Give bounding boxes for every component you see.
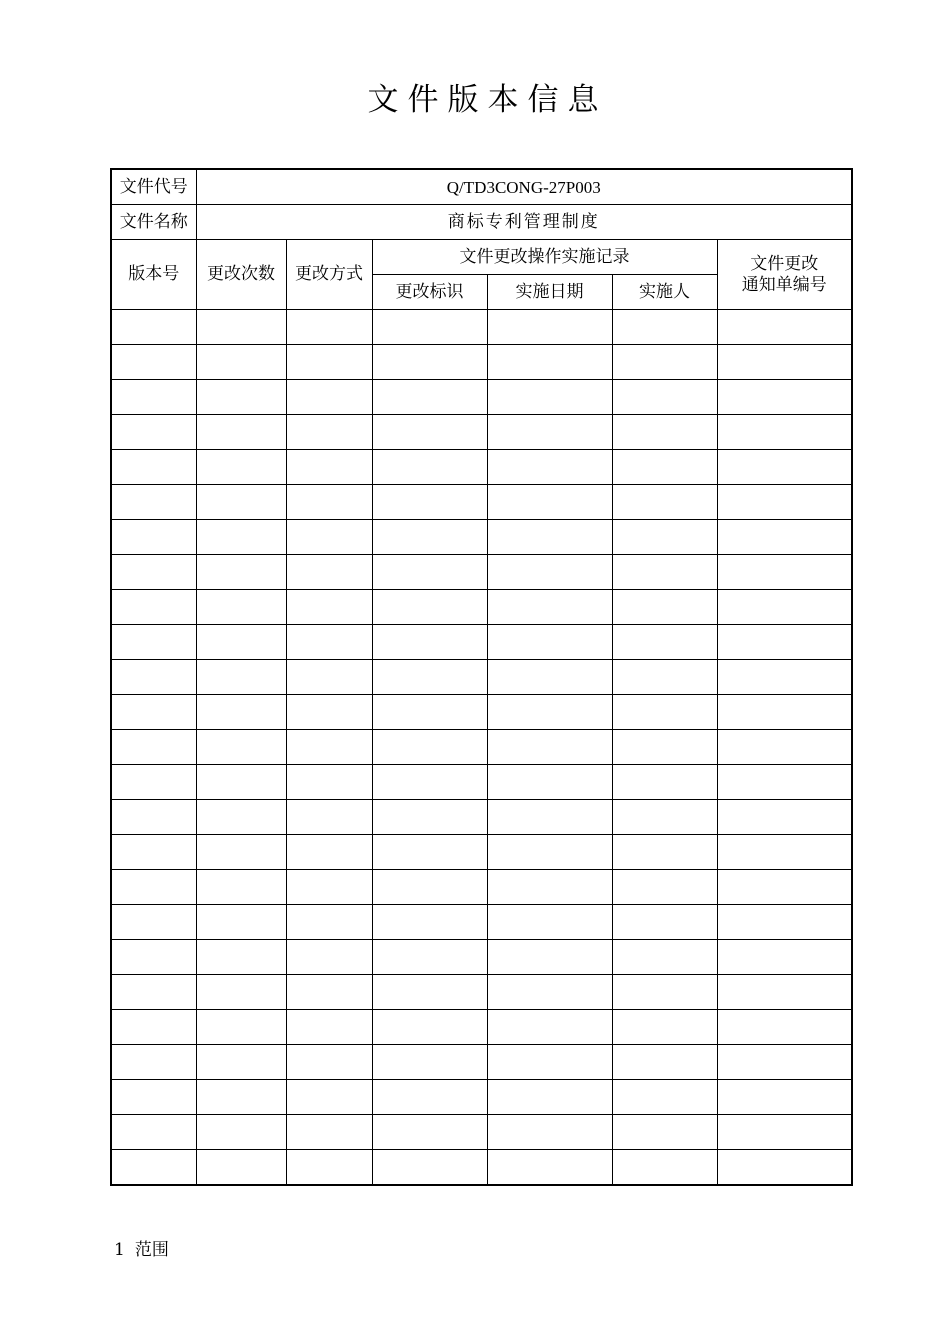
table-cell[interactable]: [111, 835, 196, 870]
table-cell[interactable]: [717, 485, 852, 520]
table-cell[interactable]: [286, 870, 372, 905]
header-change-count: 更改次数: [196, 240, 286, 310]
table-cell[interactable]: [717, 1010, 852, 1045]
table-cell[interactable]: [487, 520, 612, 555]
table-cell[interactable]: [487, 1150, 612, 1186]
table-cell[interactable]: [196, 590, 286, 625]
table-cell[interactable]: [111, 485, 196, 520]
table-cell[interactable]: [372, 415, 487, 450]
table-cell[interactable]: [717, 1045, 852, 1080]
table-cell[interactable]: [111, 1080, 196, 1115]
table-cell[interactable]: [487, 450, 612, 485]
table-cell[interactable]: [372, 520, 487, 555]
table-cell[interactable]: [717, 1150, 852, 1186]
table-cell[interactable]: [717, 940, 852, 975]
section-title: 范围: [134, 1240, 169, 1260]
table-cell[interactable]: [487, 625, 612, 660]
table-cell[interactable]: [487, 905, 612, 940]
table-cell[interactable]: [286, 415, 372, 450]
version-info-table: [110, 168, 853, 1186]
doc-code-row: [111, 169, 852, 205]
table-cell[interactable]: [286, 660, 372, 695]
table-cell[interactable]: [612, 1150, 717, 1186]
table-cell[interactable]: [372, 380, 487, 415]
table-cell[interactable]: [612, 520, 717, 555]
table-cell[interactable]: [487, 1010, 612, 1045]
table-cell[interactable]: [612, 695, 717, 730]
table-cell[interactable]: [196, 1080, 286, 1115]
table-cell[interactable]: [372, 450, 487, 485]
table-cell[interactable]: [111, 1010, 196, 1045]
table-cell[interactable]: [717, 1115, 852, 1150]
table-cell[interactable]: [372, 870, 487, 905]
table-cell[interactable]: [196, 310, 286, 345]
table-cell[interactable]: [286, 1010, 372, 1045]
table-cell[interactable]: [111, 625, 196, 660]
table-cell[interactable]: [372, 590, 487, 625]
table-cell[interactable]: [286, 310, 372, 345]
table-cell[interactable]: [196, 450, 286, 485]
table-cell[interactable]: [196, 1150, 286, 1186]
table-cell[interactable]: [487, 940, 612, 975]
table-row: [111, 835, 852, 870]
table-row: [111, 1080, 852, 1115]
table-cell[interactable]: [111, 345, 196, 380]
table-cell[interactable]: [487, 1115, 612, 1150]
table-cell[interactable]: [717, 310, 852, 345]
table-cell[interactable]: [111, 940, 196, 975]
table-cell[interactable]: [717, 380, 852, 415]
table-cell[interactable]: [612, 765, 717, 800]
table-cell[interactable]: [196, 660, 286, 695]
table-cell[interactable]: [111, 905, 196, 940]
table-cell[interactable]: [372, 940, 487, 975]
table-cell[interactable]: [111, 800, 196, 835]
table-cell[interactable]: [111, 730, 196, 765]
table-cell[interactable]: [487, 730, 612, 765]
doc-code-value: Q/TD3CONG-27P003: [196, 169, 852, 205]
table-cell[interactable]: [372, 800, 487, 835]
table-cell[interactable]: [196, 415, 286, 450]
table-cell[interactable]: [196, 1010, 286, 1045]
table-row: [111, 905, 852, 940]
table-cell[interactable]: [612, 730, 717, 765]
table-row: [111, 345, 852, 380]
table-cell[interactable]: [372, 905, 487, 940]
table-cell[interactable]: [286, 765, 372, 800]
table-cell[interactable]: [612, 485, 717, 520]
table-cell[interactable]: [372, 765, 487, 800]
table-cell[interactable]: [612, 800, 717, 835]
table-cell[interactable]: [286, 1115, 372, 1150]
table-row: [111, 940, 852, 975]
table-cell[interactable]: [717, 1080, 852, 1115]
table-cell[interactable]: [487, 975, 612, 1010]
table-cell[interactable]: [196, 485, 286, 520]
table-cell[interactable]: [286, 975, 372, 1010]
table-cell[interactable]: [286, 1045, 372, 1080]
table-cell[interactable]: [487, 1045, 612, 1080]
table-cell[interactable]: [487, 870, 612, 905]
table-cell[interactable]: [111, 415, 196, 450]
doc-name-row: [111, 205, 852, 240]
table-cell[interactable]: [717, 695, 852, 730]
table-row: [111, 555, 852, 590]
table-row: [111, 765, 852, 800]
table-cell[interactable]: [717, 520, 852, 555]
table-cell[interactable]: [487, 310, 612, 345]
table-cell[interactable]: [612, 1080, 717, 1115]
table-cell[interactable]: [612, 625, 717, 660]
table-cell[interactable]: [196, 345, 286, 380]
table-row: [111, 660, 852, 695]
table-cell[interactable]: [717, 555, 852, 590]
table-cell[interactable]: [717, 730, 852, 765]
table-cell[interactable]: [196, 800, 286, 835]
table-cell[interactable]: [196, 940, 286, 975]
table-row: [111, 380, 852, 415]
table-cell[interactable]: [286, 730, 372, 765]
table-cell[interactable]: [286, 835, 372, 870]
header-row-1: [111, 240, 852, 275]
doc-name-value: 商标专利管理制度: [196, 205, 852, 240]
table-cell[interactable]: [487, 590, 612, 625]
table-row: [111, 625, 852, 660]
header-impl-date: 实施日期: [487, 275, 612, 310]
table-cell[interactable]: [612, 380, 717, 415]
table-cell[interactable]: [196, 625, 286, 660]
table-cell[interactable]: [111, 975, 196, 1010]
table-row: [111, 1150, 852, 1186]
table-cell[interactable]: [372, 485, 487, 520]
table-cell[interactable]: [717, 590, 852, 625]
table-cell[interactable]: [372, 835, 487, 870]
table-cell[interactable]: [487, 695, 612, 730]
table-cell[interactable]: [111, 1150, 196, 1186]
table-cell[interactable]: [286, 555, 372, 590]
table-cell[interactable]: [111, 310, 196, 345]
table-row: [111, 1115, 852, 1150]
table-cell[interactable]: [372, 345, 487, 380]
table-cell[interactable]: [286, 485, 372, 520]
table-row: [111, 590, 852, 625]
table-cell[interactable]: [487, 765, 612, 800]
table-cell[interactable]: [286, 1080, 372, 1115]
table-cell[interactable]: [111, 1045, 196, 1080]
table-row: [111, 870, 852, 905]
table-cell[interactable]: [286, 695, 372, 730]
table-cell[interactable]: [487, 555, 612, 590]
table-cell[interactable]: [612, 1010, 717, 1045]
table-cell[interactable]: [286, 380, 372, 415]
table-cell[interactable]: [196, 695, 286, 730]
table-cell[interactable]: [487, 1080, 612, 1115]
table-cell[interactable]: [487, 660, 612, 695]
table-row: [111, 800, 852, 835]
table-cell[interactable]: [487, 380, 612, 415]
header-implementer: 实施人: [612, 275, 717, 310]
table-row: [111, 310, 852, 345]
table-cell[interactable]: [196, 730, 286, 765]
table-cell[interactable]: [612, 415, 717, 450]
table-cell[interactable]: [612, 1115, 717, 1150]
table-cell[interactable]: [612, 870, 717, 905]
table-cell[interactable]: [286, 905, 372, 940]
table-cell[interactable]: [286, 1150, 372, 1186]
table-row: [111, 1045, 852, 1080]
table-cell[interactable]: [286, 450, 372, 485]
table-cell[interactable]: [372, 975, 487, 1010]
header-version-no: 版本号: [111, 240, 196, 310]
table-cell[interactable]: [717, 660, 852, 695]
table-cell[interactable]: [111, 520, 196, 555]
table-cell[interactable]: [717, 765, 852, 800]
table-row: [111, 730, 852, 765]
table-cell[interactable]: [372, 1115, 487, 1150]
table-cell[interactable]: [286, 345, 372, 380]
table-cell[interactable]: [196, 555, 286, 590]
header-notice-no-line2: 通知单编号: [741, 274, 827, 295]
table-cell[interactable]: [286, 940, 372, 975]
table-cell[interactable]: [487, 485, 612, 520]
table-cell[interactable]: [111, 1115, 196, 1150]
header-notice-no: [717, 240, 852, 310]
table-cell[interactable]: [372, 1080, 487, 1115]
table-cell[interactable]: [196, 520, 286, 555]
table-cell[interactable]: [196, 905, 286, 940]
table-cell[interactable]: [372, 695, 487, 730]
table-cell[interactable]: [111, 660, 196, 695]
table-row: [111, 415, 852, 450]
table-row: [111, 695, 852, 730]
table-cell[interactable]: [372, 1010, 487, 1045]
header-notice-no-line1: 文件更改: [750, 253, 819, 274]
table-cell[interactable]: [487, 415, 612, 450]
table-cell[interactable]: [111, 870, 196, 905]
table-cell[interactable]: [196, 835, 286, 870]
table-row: [111, 1010, 852, 1045]
table-cell[interactable]: [196, 380, 286, 415]
table-cell[interactable]: [196, 870, 286, 905]
table-cell[interactable]: [487, 835, 612, 870]
table-cell[interactable]: [196, 975, 286, 1010]
header-change-mark: 更改标识: [372, 275, 487, 310]
table-cell[interactable]: [717, 415, 852, 450]
section-number: 1: [114, 1240, 125, 1260]
table-cell[interactable]: [111, 380, 196, 415]
table-cell[interactable]: [612, 835, 717, 870]
table-cell[interactable]: [196, 1115, 286, 1150]
table-cell[interactable]: [612, 450, 717, 485]
table-row: [111, 520, 852, 555]
table-cell[interactable]: [111, 450, 196, 485]
table-cell[interactable]: [372, 310, 487, 345]
table-cell[interactable]: [612, 310, 717, 345]
table-cell[interactable]: [372, 660, 487, 695]
table-cell[interactable]: [372, 1045, 487, 1080]
table-cell[interactable]: [286, 590, 372, 625]
table-cell[interactable]: [612, 660, 717, 695]
table-cell[interactable]: [372, 555, 487, 590]
table-cell[interactable]: [286, 800, 372, 835]
table-cell[interactable]: [196, 765, 286, 800]
table-cell[interactable]: [111, 590, 196, 625]
table-cell[interactable]: [487, 345, 612, 380]
table-cell[interactable]: [612, 905, 717, 940]
table-cell[interactable]: [111, 555, 196, 590]
table-cell[interactable]: [612, 940, 717, 975]
table-cell[interactable]: [372, 730, 487, 765]
table-cell[interactable]: [612, 1045, 717, 1080]
table-cell[interactable]: [717, 905, 852, 940]
page-title: 文件版本信息: [367, 82, 608, 118]
table-cell[interactable]: [717, 450, 852, 485]
table-cell[interactable]: [612, 590, 717, 625]
header-change-method: 更改方式: [286, 240, 372, 310]
table-cell[interactable]: [111, 695, 196, 730]
doc-code-label: 文件代号: [111, 169, 196, 205]
table-cell[interactable]: [372, 1150, 487, 1186]
table-row: [111, 450, 852, 485]
table-cell[interactable]: [487, 800, 612, 835]
table-cell[interactable]: [286, 520, 372, 555]
table-cell[interactable]: [612, 555, 717, 590]
section-heading: [114, 1238, 169, 1262]
table-cell[interactable]: [717, 625, 852, 660]
table-cell[interactable]: [372, 625, 487, 660]
table-cell[interactable]: [717, 345, 852, 380]
table-cell[interactable]: [612, 975, 717, 1010]
table-cell[interactable]: [717, 835, 852, 870]
table-cell[interactable]: [612, 345, 717, 380]
doc-name-label: 文件名称: [111, 205, 196, 240]
table-cell[interactable]: [286, 625, 372, 660]
header-record-group: 文件更改操作实施记录: [372, 240, 717, 275]
table-cell[interactable]: [717, 975, 852, 1010]
table-cell[interactable]: [717, 800, 852, 835]
table-row: [111, 485, 852, 520]
table-cell[interactable]: [111, 765, 196, 800]
table-cell[interactable]: [717, 870, 852, 905]
table-cell[interactable]: [196, 1045, 286, 1080]
table-row: [111, 975, 852, 1010]
